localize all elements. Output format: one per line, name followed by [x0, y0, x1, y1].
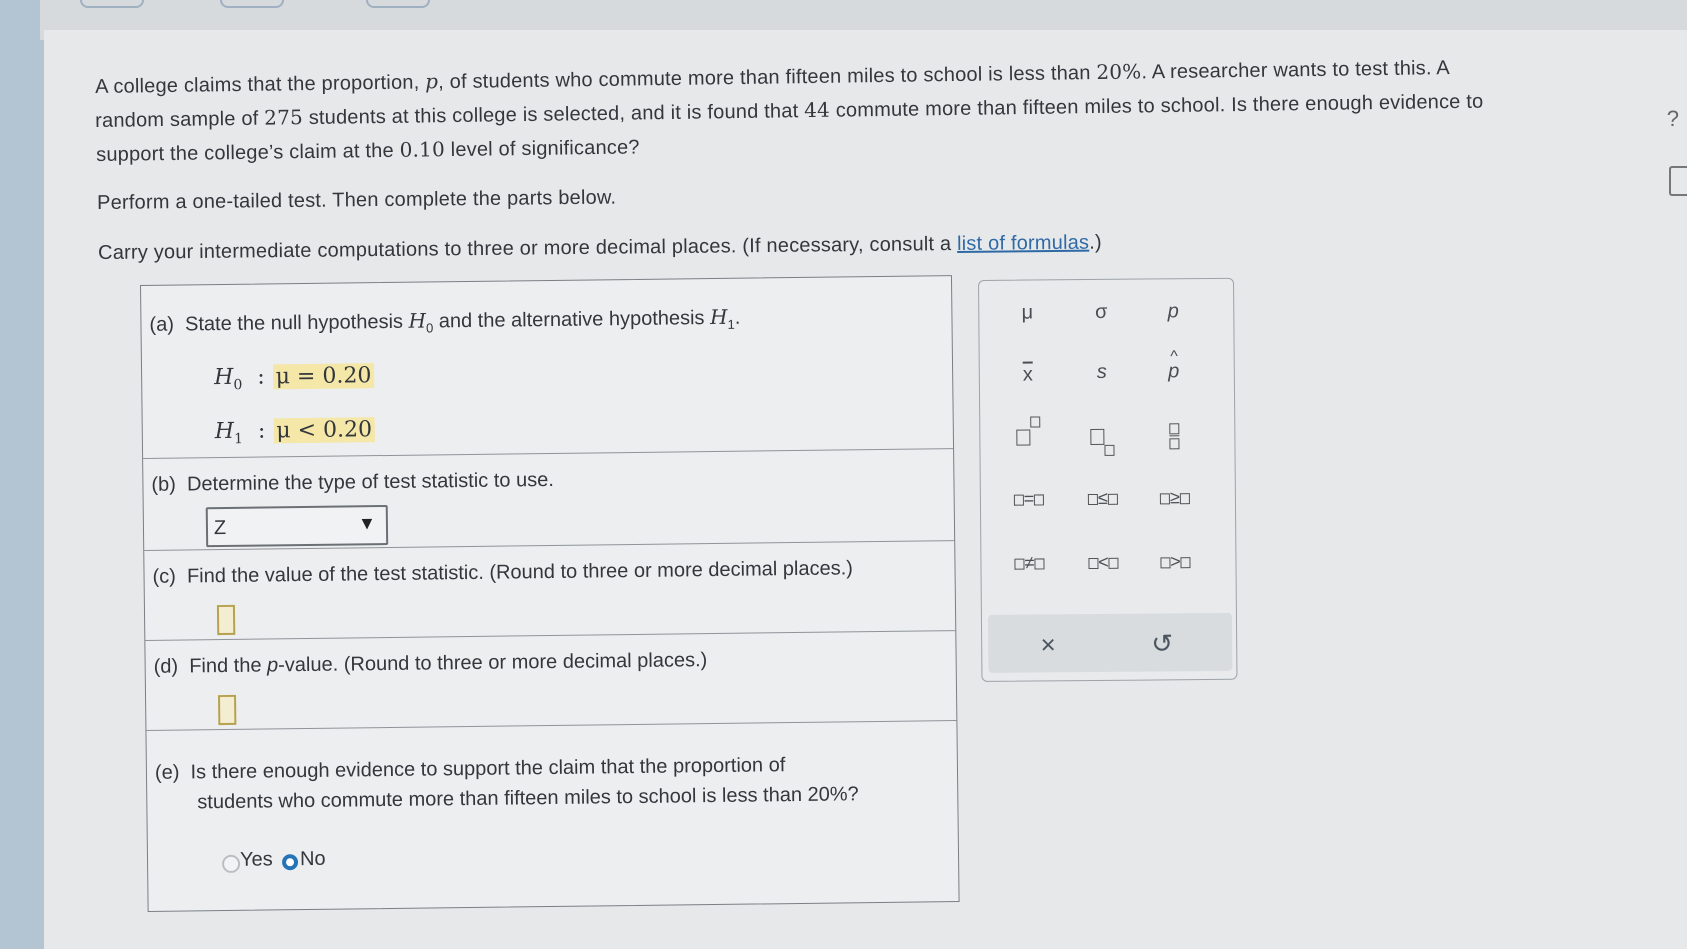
sigma-button[interactable]: σ	[1095, 300, 1108, 323]
part-a-section	[141, 276, 953, 459]
x-bar-button[interactable]: $\overline{x}$	[1022, 363, 1033, 386]
mu-button[interactable]: μ	[1021, 301, 1034, 324]
stem-count: 44	[803, 97, 831, 123]
top-tab[interactable]	[366, 0, 430, 8]
colon: :	[257, 418, 266, 444]
box-icon	[1034, 558, 1044, 569]
colon: :	[257, 364, 265, 390]
stem-text: commute more than fifteen miles to school. Is there enough evidence to	[829, 90, 1484, 122]
box-icon	[1180, 493, 1190, 504]
test-statistic-input[interactable]	[217, 605, 235, 635]
part-d-prompt	[154, 649, 708, 679]
instruction-one-tailed	[97, 187, 616, 215]
box-icon	[1034, 494, 1044, 505]
less-equal-symbol: ≤	[1097, 487, 1108, 508]
answer-parts-box	[140, 275, 960, 912]
less-than-symbol: <	[1098, 551, 1109, 572]
radio-no[interactable]	[282, 854, 298, 870]
hat-icon: ^	[1170, 348, 1178, 366]
radio-yes[interactable]	[222, 855, 240, 873]
part-d-text: -value. (Round to three or more decimal places.)	[278, 649, 708, 677]
p-value-input[interactable]	[218, 695, 236, 725]
chevron-down-icon[interactable]: ▼	[357, 513, 377, 534]
symbol-palette	[978, 278, 1237, 682]
undo-icon[interactable]: ↺	[1151, 628, 1174, 659]
part-label: (c)	[152, 565, 177, 588]
radio-yes-label[interactable]: Yes	[239, 848, 273, 871]
part-label: (a)	[149, 313, 175, 336]
h0-subscript: 0	[425, 320, 434, 336]
instruction-text: .)	[1089, 231, 1102, 254]
part-e-section	[146, 720, 958, 910]
part-d-section	[145, 630, 956, 731]
p-hat-symbol: p	[1168, 360, 1180, 383]
fraction-button[interactable]	[1144, 415, 1204, 456]
part-c-section	[144, 540, 955, 641]
stem-var-p: p	[424, 69, 439, 94]
part-label: (d)	[153, 655, 179, 678]
part-c-text: Find the value of the test statistic. (Round to three or more decimal places.)	[186, 557, 853, 588]
box-icon	[1088, 494, 1098, 505]
stem-text: A college claims that the proportion,	[95, 71, 426, 98]
box-icon	[1181, 557, 1191, 568]
close-icon[interactable]: ×	[1040, 629, 1056, 660]
instruction-text: Carry your intermediate computations to three or more decimal places. (If necessary, consult a	[98, 233, 958, 264]
part-b-prompt	[151, 469, 554, 497]
box-icon	[1016, 429, 1030, 445]
not-equal-button[interactable]	[999, 542, 1059, 583]
less-equal-button[interactable]	[1073, 478, 1133, 519]
h1-subscript: 1	[727, 316, 735, 332]
top-tab[interactable]	[220, 0, 284, 8]
box-icon	[1108, 494, 1118, 505]
part-label: (b)	[151, 473, 177, 496]
p-symbol: p	[266, 654, 279, 677]
stem-sample-size: 275	[264, 105, 304, 130]
equals-symbol: =	[1023, 488, 1035, 509]
part-e-text: students who commute more than fifteen miles to school is less than 20%?	[197, 783, 859, 814]
part-a-text: .	[734, 306, 741, 329]
box-icon	[1104, 445, 1114, 456]
null-hypothesis-row	[214, 363, 375, 393]
h1-symbol: H	[709, 304, 728, 330]
h1-row-subscript: 1	[233, 431, 244, 448]
subscript-button[interactable]	[1072, 416, 1132, 457]
stem-text: level of significance?	[444, 136, 640, 162]
greater-than-symbol: >	[1170, 551, 1181, 572]
radio-no-label[interactable]: No	[299, 847, 326, 871]
top-tab[interactable]	[80, 0, 144, 8]
not-equal-symbol: ≠	[1024, 552, 1035, 573]
alt-hypothesis-row	[215, 417, 376, 447]
stem-text: random sample of	[95, 107, 265, 132]
equals-button[interactable]	[999, 478, 1059, 519]
p-button[interactable]: p	[1167, 300, 1179, 323]
superscript-button[interactable]	[998, 416, 1058, 457]
stem-alpha: 0.10	[399, 137, 446, 162]
box-icon	[1160, 493, 1170, 504]
calculator-icon[interactable]	[1669, 166, 1687, 196]
part-e-prompt	[155, 754, 786, 785]
stem-text: support the college’s claim at the	[96, 139, 400, 166]
greater-equal-symbol: ≥	[1169, 487, 1180, 508]
part-a-text: and the alternative hypothesis	[433, 307, 711, 333]
h0-row-symbol: H	[213, 364, 234, 391]
dropdown-selected-value: Z	[213, 516, 227, 540]
stem-text: , of students who commute more than fifteen miles to school is less than	[438, 62, 1097, 94]
list-of-formulas-link[interactable]: list of formulas	[956, 231, 1090, 256]
stem-text: . A researcher wants to test this. A	[1141, 57, 1451, 84]
part-b-text: Determine the type of test statistic to use.	[186, 468, 554, 496]
less-than-button[interactable]	[1073, 542, 1133, 583]
greater-than-button[interactable]	[1145, 541, 1205, 582]
h0-symbol: H	[408, 308, 427, 333]
s-button[interactable]: s	[1096, 360, 1107, 383]
part-c-prompt	[152, 557, 853, 589]
part-e-text: Is there enough evidence to support the claim that the proportion of	[190, 754, 786, 784]
h1-row-symbol: H	[214, 418, 235, 445]
box-icon	[1088, 558, 1098, 569]
part-d-text: Find the	[189, 654, 268, 678]
box-icon	[1160, 557, 1170, 568]
box-icon	[1014, 558, 1024, 569]
fraction-icon	[1169, 422, 1179, 450]
stem-percent: 20%	[1096, 59, 1142, 85]
box-icon	[1030, 416, 1040, 427]
stem-text: students at this college is selected, and it is found that	[302, 100, 805, 130]
p-hat-button[interactable]	[1144, 348, 1204, 392]
part-a-prompt	[149, 305, 740, 339]
problem-line-3	[96, 134, 640, 167]
part-a-text: State the null hypothesis	[184, 310, 409, 336]
palette-action-bar	[988, 613, 1232, 673]
instruction-computations	[98, 231, 1102, 265]
greater-equal-button[interactable]	[1145, 477, 1205, 518]
part-e-prompt-line2	[197, 783, 859, 814]
part-label: (e)	[154, 761, 180, 784]
alt-hypothesis-input[interactable]: μ < 0.20	[273, 417, 375, 443]
box-icon	[1090, 429, 1104, 445]
box-icon	[1014, 494, 1024, 505]
null-hypothesis-input[interactable]: μ = 0.20	[273, 363, 375, 389]
box-icon	[1109, 558, 1119, 569]
test-statistic-dropdown[interactable]	[206, 505, 388, 547]
part-b-section	[143, 448, 954, 551]
h0-row-subscript: 0	[233, 377, 243, 394]
instruction-text: Perform a one-tailed test. Then complete the parts below.	[97, 186, 617, 214]
help-icon[interactable]: ?	[1666, 106, 1679, 131]
